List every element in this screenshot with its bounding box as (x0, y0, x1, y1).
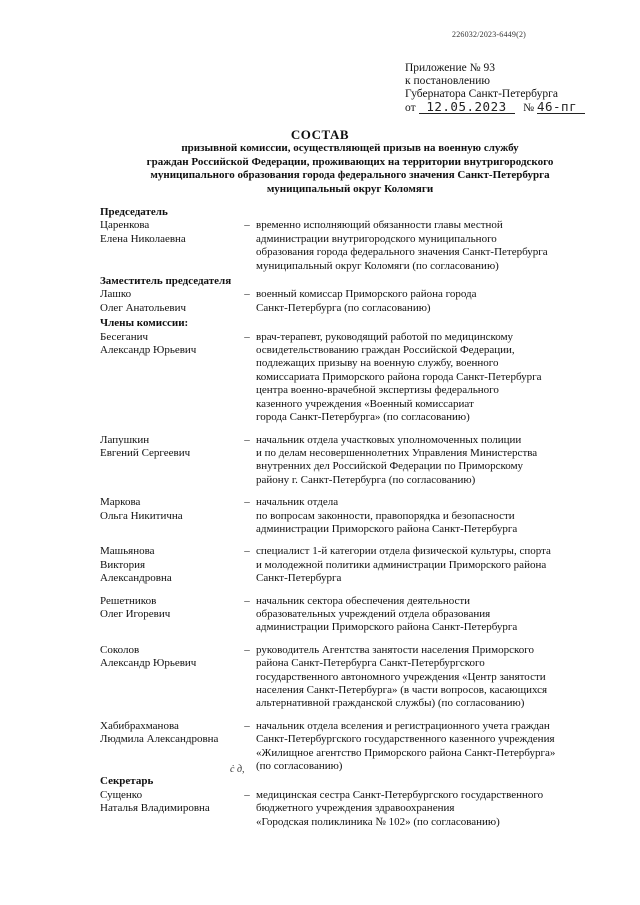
member-row (100, 434, 610, 488)
member-role-line: муниципальный округ Коломяги (по согласованию) (256, 259, 499, 272)
member-role-line: специалист 1-й категории отдела физической культуры, спорта (256, 545, 551, 558)
member-name-line: Маркова (100, 496, 141, 509)
member-role (256, 331, 610, 425)
member-name (100, 789, 238, 829)
document-subtitle (100, 142, 600, 196)
member-row (100, 331, 610, 425)
section-title-chair: Председатель (100, 206, 168, 218)
member-name-line: Александровна (100, 572, 172, 585)
member-role-line: государственного автономного учреждения «Центр занятости (256, 670, 546, 683)
annex-line: Приложение № 93 (405, 62, 495, 74)
member-name-line: Сущенко (100, 788, 143, 801)
member-name (100, 288, 238, 315)
member-role-line: начальник отдела (256, 496, 339, 509)
dash-separator: – (244, 643, 250, 656)
member-role (256, 434, 610, 488)
member-name-line: Царенкова (100, 219, 150, 232)
member-name (100, 720, 238, 774)
member-name-line: Лашко (100, 288, 132, 301)
member-role-line: Санкт-Петербургского государственного казенного учреждения (256, 733, 555, 746)
member-role-line: (по согласованию) (256, 760, 343, 773)
member-name-line: Олег Анатольевич (100, 301, 187, 314)
dash-separator: – (244, 496, 250, 509)
number-prefix: № (523, 102, 535, 114)
subtitle-line: муниципального образования города федерального значения Санкт-Петербурга (150, 169, 550, 181)
member-row (100, 595, 610, 635)
member-name (100, 595, 238, 635)
member-name-line: Александр Юрьевич (100, 344, 197, 357)
member-role-line: района Санкт-Петербурга Санкт-Петербургского (256, 657, 485, 670)
member-role (256, 219, 610, 273)
member-role-line: внутренних дел Российской Федерации по Приморскому (256, 460, 524, 473)
member-role-line: военный комиссар Приморского района города (256, 288, 477, 301)
decree-number: 46-пг (537, 101, 585, 114)
member-name-line: Ольга Никитична (100, 509, 183, 522)
annex-line: Губернатора Санкт-Петербурга (405, 88, 558, 100)
member-row (100, 545, 610, 585)
dash-separator: – (244, 719, 250, 732)
member-role (256, 288, 610, 315)
commission-members-list (100, 206, 610, 829)
member-role-line: администрации Приморского района Санкт-Петербурга (256, 621, 518, 634)
dash-separator: – (244, 330, 250, 343)
member-row (100, 288, 610, 315)
member-name (100, 219, 238, 273)
member-row (100, 219, 610, 273)
member-role-line: медицинская сестра Санкт-Петербургского государственного (256, 788, 544, 801)
member-role-line: образования города федерального значения Санкт-Петербурга (256, 246, 548, 259)
member-name-line: Наталья Владимировна (100, 802, 210, 815)
member-role-line: по вопросам законности, правопорядка и безопасности (256, 509, 515, 522)
member-role-line: Санкт-Петербурга (256, 572, 342, 585)
member-role-line: руководитель Агентства занятости населения Приморского (256, 643, 535, 656)
handwritten-mark: ċ д, (230, 764, 245, 775)
member-name (100, 331, 238, 425)
member-role (256, 545, 610, 585)
member-role-line: подлежащих призыву на военную службу, военного (256, 357, 499, 370)
member-row (100, 644, 610, 711)
annex-date-line (405, 101, 625, 115)
member-name-line: Людмила Александровна (100, 733, 219, 746)
member-role (256, 595, 610, 635)
member-role-line: образовательных учреждений отдела образования (256, 607, 491, 620)
dash-separator: – (244, 219, 250, 232)
member-role-line: временно исполняющий обязанности главы местной (256, 219, 503, 232)
member-role-line: «Жилищное агентство Приморского района Санкт-Петербурга» (256, 746, 556, 759)
member-role-line: населения Санкт-Петербурга» (в части вопросов, касающихся (256, 684, 548, 696)
member-role-line: району г. Санкт-Петербурга (по согласованию) (256, 473, 476, 486)
member-row (100, 789, 610, 829)
member-name-line: Решетников (100, 594, 157, 607)
member-name-line: Хабибрахманова (100, 719, 179, 732)
member-name-line: Машьянова (100, 545, 155, 558)
annex-line: к постановлению (405, 75, 490, 87)
member-role-line: и по делам несовершеннолетних Управления Министерства (256, 446, 538, 459)
member-role-line: города Санкт-Петербурга» (по согласованию) (256, 411, 470, 424)
member-row (100, 720, 610, 774)
dash-separator: – (244, 594, 250, 607)
member-role-line: комиссариата Приморского района города Санкт-Петербурга (256, 370, 542, 383)
subtitle-line: призывной комиссии, осуществляющей призыв на военную службу (181, 142, 519, 154)
member-role-line: администрации Приморского района Санкт-Петербурга (256, 522, 518, 535)
member-role-line: казенного учреждения «Военный комиссариат (256, 397, 474, 410)
member-role-line: начальник отдела вселения и регистрационного учета граждан (256, 719, 550, 732)
member-role-line: «Городская поликлиника № 102» (по согласованию) (256, 815, 500, 828)
dash-separator: – (244, 545, 250, 558)
member-name-line: Лапушкин (100, 433, 150, 446)
member-name-line: Евгений Сергеевич (100, 446, 191, 459)
member-name-line: Виктория (100, 558, 146, 571)
member-role-line: начальник сектора обеспечения деятельности (256, 594, 471, 607)
member-role-line: и молодежной политики администрации Приморского района (256, 558, 547, 571)
section-title-secretary: Секретарь (100, 775, 154, 788)
member-row (100, 496, 610, 536)
member-name-line: Бесеганич (100, 330, 149, 343)
member-role-line: освидетельствованию граждан Российской Федерации, (256, 344, 515, 357)
member-role-line: бюджетного учреждения здравоохранения (256, 802, 455, 815)
member-role-line: врач-терапевт, руководящий работой по медицинскому (256, 330, 514, 343)
member-name (100, 434, 238, 488)
member-role-line: центра военно-врачебной экспертизы федерального (256, 384, 499, 397)
dash-separator: – (244, 288, 250, 301)
member-role-line: Санкт-Петербурга (по согласованию) (256, 301, 431, 314)
section-title-deputy: Заместитель председателя (100, 275, 232, 288)
member-role-line: начальник отдела участковых уполномоченных полиции (256, 433, 522, 446)
dash-separator: – (244, 433, 250, 446)
member-role (256, 789, 610, 829)
member-role (256, 644, 610, 711)
member-name (100, 644, 238, 711)
member-name-line: Олег Игоревич (100, 607, 171, 620)
member-role (256, 496, 610, 536)
decree-date: 12.05.2023 (419, 101, 515, 114)
dash-separator: – (244, 788, 250, 801)
member-role-line: администрации внутригородского муниципального (256, 232, 497, 245)
subtitle-line: муниципальный округ Коломяги (266, 182, 434, 195)
section-title-members: Члены комиссии: (100, 317, 189, 330)
document-title: СОСТАВ (290, 127, 350, 142)
member-name-line: Александр Юрьевич (100, 657, 197, 670)
member-name-line: Соколов (100, 643, 140, 656)
annex-header (405, 62, 625, 115)
member-role-line: альтернативной гражданской службы) (по согласованию) (256, 697, 525, 710)
document-registration-number: 226032/2023-6449(2) (452, 30, 527, 39)
date-prefix: от (405, 102, 416, 114)
member-name-line: Елена Николаевна (100, 232, 186, 245)
member-role (256, 720, 610, 774)
subtitle-line: граждан Российской Федерации, проживающих на территории внутригородского (146, 155, 554, 168)
member-name (100, 496, 238, 536)
member-name (100, 545, 238, 585)
